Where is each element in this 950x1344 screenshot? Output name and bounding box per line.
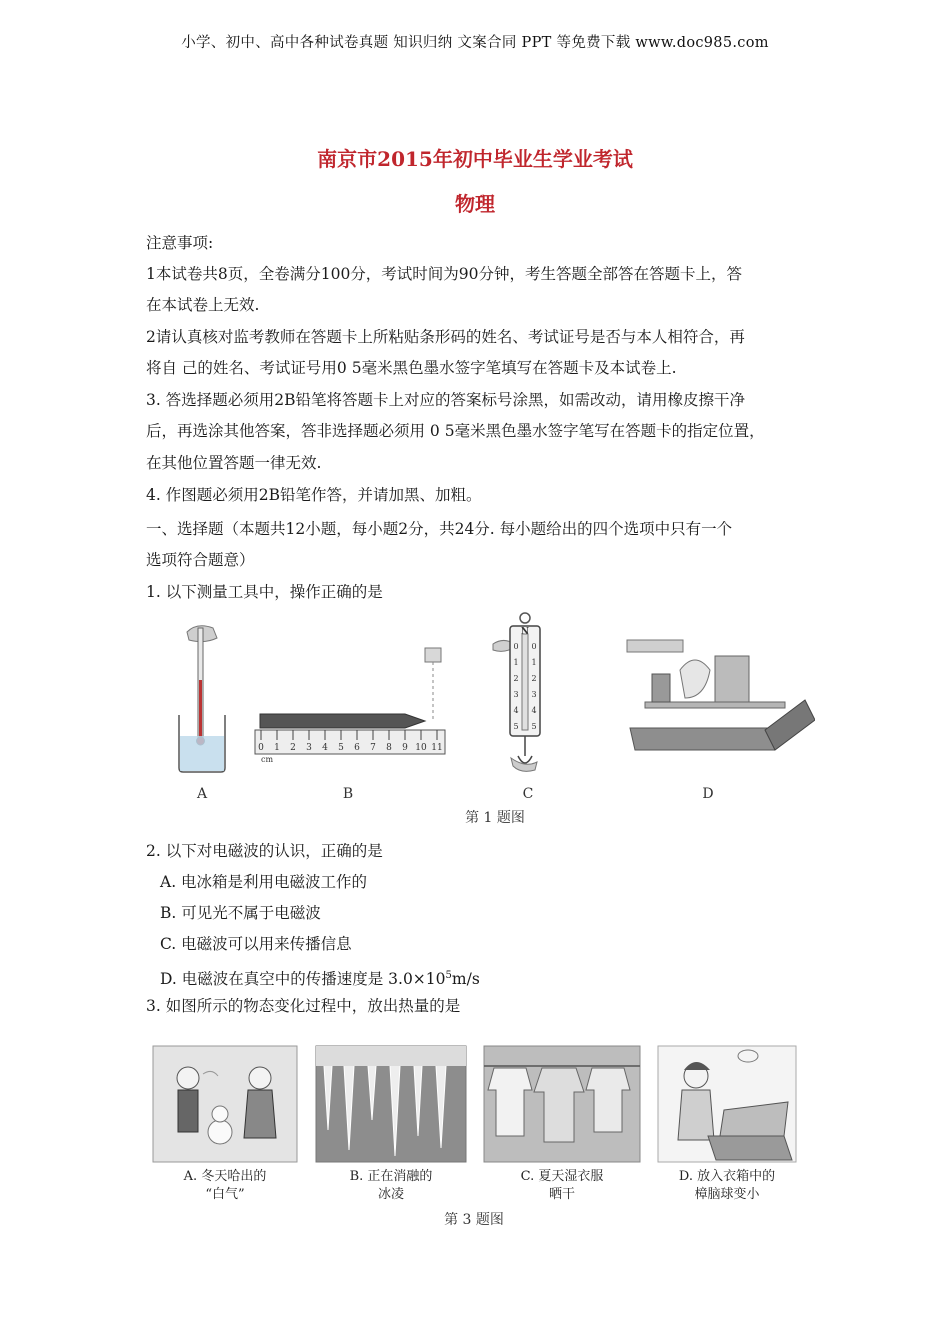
option-d-text: D. 电磁波在真空中的传播速度是 3.0×10 [160, 970, 446, 989]
question-1-stem: 1. 以下测量工具中，操作正确的是 [146, 583, 383, 601]
option-d-exponent: 5 [445, 970, 452, 981]
scale-mark-left: 3 [513, 690, 519, 699]
panel-caption-line2: 冰凌 [377, 1187, 405, 1202]
question-3-figure-caption: 第 3 题图 [444, 1212, 504, 1228]
exam-subject: 物理 [455, 192, 495, 216]
panel-b-illustration [316, 1046, 466, 1162]
ruler-tick-label: 7 [370, 743, 376, 753]
ruler-tick-label: 10 [415, 743, 427, 753]
notice-line: 3. 答选择题必须用2B铅笔将答题卡上对应的答案标号涂黑，如需改动，请用橡皮擦干净 [146, 391, 745, 409]
notice-line: 在本试卷上无效. [146, 296, 260, 314]
ruler-pencil-illustration [255, 648, 445, 764]
figure-option-label: A [196, 786, 208, 802]
ruler-tick-label: 5 [338, 743, 344, 753]
notice-line: 1本试卷共8页，全卷满分100分，考试时间为90分钟，考生答题全部答在答题卡上，答 [146, 265, 743, 283]
scale-mark-right: 4 [531, 706, 537, 715]
notice-heading: 注意事项: [146, 234, 214, 252]
scale-mark-right: 3 [531, 690, 537, 699]
spring-scale-illustration [493, 613, 540, 771]
scale-mark-right: 0 [531, 642, 537, 651]
scale-mark-right: 1 [531, 658, 537, 667]
ruler-tick-label: 9 [402, 743, 408, 753]
ruler-tick-label: 6 [354, 743, 360, 753]
ruler-tick-label: 4 [322, 743, 328, 753]
panel-caption-line2: “白气” [205, 1187, 245, 1202]
scale-mark-left: 2 [513, 674, 519, 683]
question-1-figure-caption: 第 1 题图 [465, 810, 525, 826]
page-header: 小学、初中、高中各种试卷真题 知识归纳 文案合同 PPT 等免费下载 www.doc985.com [181, 35, 769, 51]
notice-line: 4. 作图题必须用2B铅笔作答，并请加黑、加粗。 [146, 486, 482, 504]
balance-scale-illustration [627, 640, 815, 750]
notice-line: 在其他位置答题一律无效. [146, 454, 322, 472]
figure-option-label: D [702, 786, 714, 802]
section-heading-cont: 选项符合题意） [146, 551, 255, 569]
panel-caption-line1: A. 冬天哈出的 [183, 1169, 267, 1184]
ruler-tick-label: 11 [431, 743, 443, 753]
scale-mark-left: 1 [513, 658, 519, 667]
scale-mark-right: 2 [531, 674, 537, 683]
notice-line: 2请认真核对监考教师在答题卡上所粘贴条形码的姓名、考试证号是否与本人相符合，再 [146, 328, 745, 346]
ruler-tick-label: 0 [258, 743, 264, 753]
notice-line: 将自 己的姓名、考试证号用0 5毫米黑色墨水签字笔填写在答题卡及本试卷上. [146, 359, 677, 377]
exam-title: 南京市2015年初中毕业生学业考试 [317, 147, 633, 171]
panel-a-illustration [153, 1046, 297, 1162]
ruler-tick-label: 3 [306, 743, 312, 753]
ruler-tick-label: 2 [290, 743, 296, 753]
scale-unit: N [520, 627, 530, 637]
ruler-tick-label: 1 [274, 743, 280, 753]
panel-caption-line2: 晒干 [548, 1187, 576, 1202]
question-2-stem: 2. 以下对电磁波的认识，正确的是 [146, 842, 383, 860]
panel-caption-line1: B. 正在消融的 [349, 1169, 433, 1184]
scale-mark-left: 4 [513, 706, 519, 715]
question-3-figure [148, 1040, 800, 1230]
question-2-option-c: C. 电磁波可以用来传播信息 [160, 935, 352, 953]
question-2-option-d [160, 960, 830, 995]
figure-option-label: C [522, 786, 534, 802]
panel-caption-line2: 樟脑球变小 [694, 1187, 760, 1202]
question-3-stem: 3. 如图所示的物态变化过程中，放出热量的是 [146, 997, 461, 1015]
section-heading: 一、选择题（本题共12小题，每小题2分，共24分. 每小题给出的四个选项中只有一个 [146, 520, 733, 538]
option-d-unit: m/s [451, 970, 480, 989]
figure-option-label: B [342, 786, 354, 802]
panel-c-illustration [484, 1046, 640, 1162]
question-2-option-a: A. 电冰箱是利用电磁波工作的 [160, 873, 368, 891]
scale-mark-right: 5 [531, 722, 537, 731]
panel-d-illustration [658, 1046, 796, 1162]
question-2-option-b: B. 可见光不属于电磁波 [160, 904, 321, 922]
notice-line: 后，再选涂其他答案，答非选择题必须用 0 5毫米黑色墨水签字笔写在答题卡的指定位置， [146, 422, 765, 440]
ruler-tick-label: 8 [386, 743, 392, 753]
scale-mark-left: 0 [513, 642, 519, 651]
thermometer-beaker-illustration [179, 626, 225, 772]
panel-caption-line1: D. 放入衣箱中的 [678, 1169, 776, 1184]
panel-caption-line1: C. 夏天湿衣服 [520, 1169, 604, 1184]
ruler-unit: cm [261, 755, 274, 764]
question-1-figure [175, 610, 815, 835]
scale-mark-left: 5 [513, 722, 519, 731]
